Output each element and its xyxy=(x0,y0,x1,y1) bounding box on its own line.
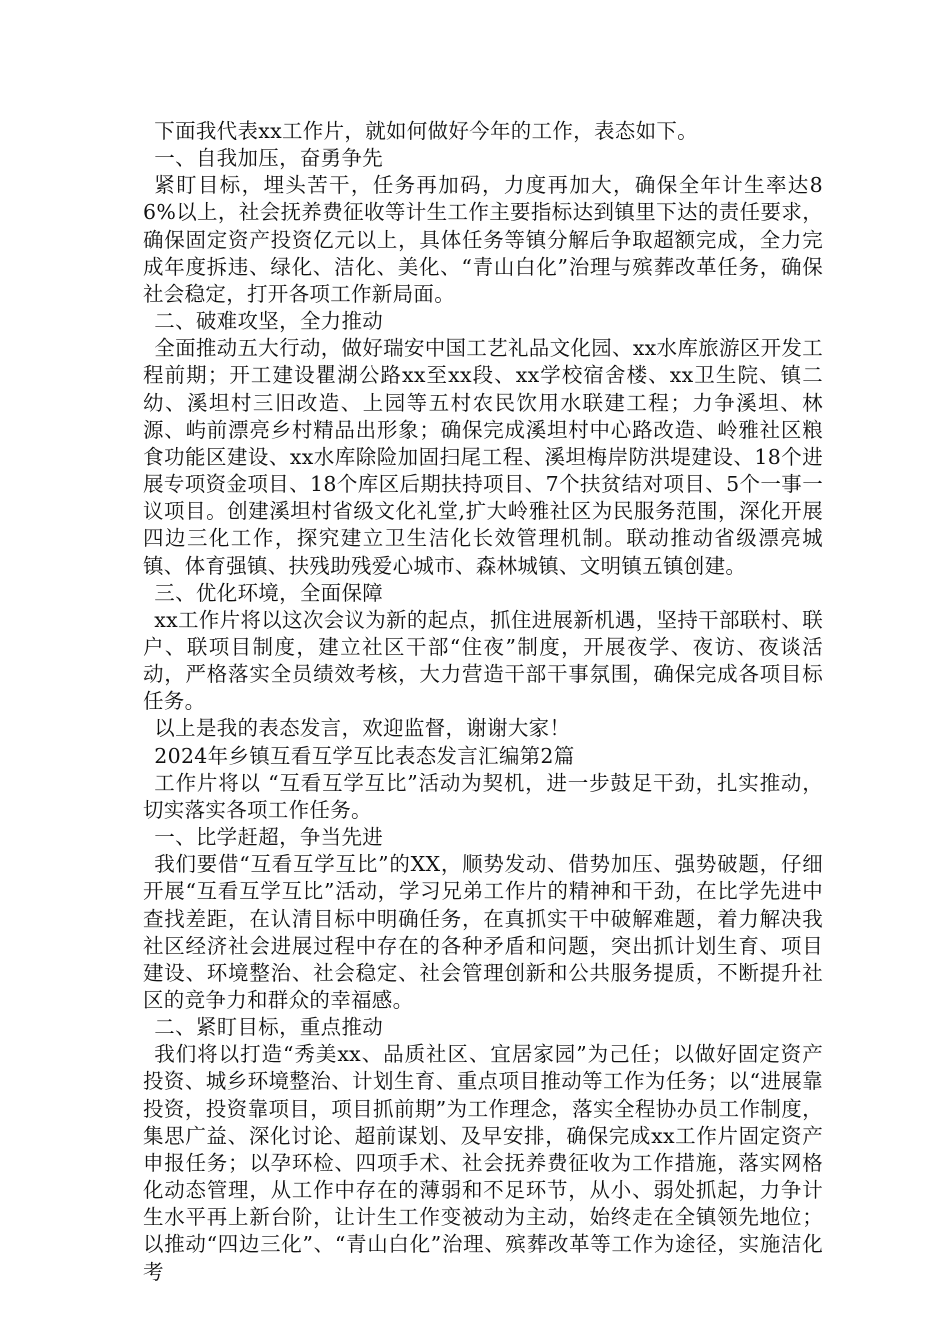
section-heading-3: 三、优化环境，全面保障 xyxy=(154,580,384,605)
section-heading-1: 一、比学赶超，争当先进 xyxy=(154,825,384,850)
closing-paragraph: 以上是我的表态发言，欢迎监督，谢谢大家！ xyxy=(154,716,571,741)
section-heading-2: 二、紧盯目标，重点推动 xyxy=(154,1015,384,1040)
body-paragraph: 工作片将以 “互看互学互比”活动为契机，进一步鼓足干劲，扎实推动，切实落实各项工作任务。 xyxy=(143,770,823,822)
body-paragraph: 我们将以打造“秀美xx、品质社区、宜居家园”为己任；以做好固定资产投资、城乡环境整治、计划生育、重点项目推动等工作为任务；以“进展靠投资，投资靠项目，项目抓前期”为工作理念，落实全程协办员工作制度，集思广益、深化讨论、超前谋划、及早安排，确保完成xx工作片固定资产申报任务；以孕环检、四项手术、社会抚养费征收为工作措施，落实网格化动态管理，从工作中存在的薄弱和不足环节，从小、弱处抓起，力争计生水平再上新台阶，让计生工作变被动为主动，始终走在全镇领先地位；以推动“四边三化”、“青山白化”治理、殡葬改革等工作为途径，实施洁化考 xyxy=(143,1042,823,1284)
body-paragraph: 紧盯目标，埋头苦干，任务再加码，力度再加大，确保全年计生率达86%以上，社会抚养费征收等计生工作主要指标达到镇里下达的责任要求，确保固定资产投资亿元以上，具体任务等镇分解后争取超额完成，全力完成年度拆违、绿化、洁化、美化、“青山白化”治理与殡葬改革任务，确保社会稳定，打开各项工作新局面。 xyxy=(143,173,823,306)
section-heading-2: 二、破难攻坚，全力推动 xyxy=(154,309,384,334)
article-title: 2024年乡镇互看互学互比表态发言汇编第2篇 xyxy=(154,743,575,768)
section-heading-1: 一、自我加压，奋勇争先 xyxy=(154,146,384,171)
body-paragraph: xx工作片将以这次会议为新的起点，抓住进展新机遇，坚持干部联村、联户、联项目制度，建立社区干部“住夜”制度，开展夜学、夜访、夜谈活动，严格落实全员绩效考核，大力营造干部干事氛围，确保完成各项目标任务。 xyxy=(143,607,823,714)
document-page xyxy=(143,118,823,1286)
body-paragraph: 全面推动五大行动，做好瑞安中国工艺礼品文化园、xx水库旅游区开发工程前期；开工建设瞿湖公路xx至xx段、xx学校宿舍楼、xx卫生院、镇二幼、溪坦村三旧改造、上园等五村农民饮用水联建工程；力争溪坦、林源、屿前漂亮乡村精品出形象；确保完成溪坦村中心路改造、岭雅社区粮食功能区建设、xx水库除险加固扫尾工程、溪坦梅岸防洪堤建设、18个进展专项资金项目、18个库区后期扶持项目、7个扶贫结对项目、5个一事一议项目。创建溪坦村省级文化礼堂,扩大岭雅社区为民服务范围，深化开展四边三化工作，探究建立卫生洁化长效管理机制。联动推动省级漂亮城镇、体育强镇、扶残助残爱心城市、森林城镇、文明镇五镇创建。 xyxy=(143,336,823,578)
body-paragraph: 我们要借“互看互学互比”的XX，顺势发动、借势加压、强势破题，仔细开展“互看互学互比”活动，学习兄弟工作片的精神和干劲，在比学先进中查找差距，在认清目标中明确任务，在真抓实干中破解难题，着力解决我社区经济社会进展过程中存在的各种矛盾和问题，突出抓计划生育、项目建设、环境整治、社会稳定、社会管理创新和公共服务提质，不断提升社区的竞争力和群众的幸福感。 xyxy=(143,852,823,1012)
intro-paragraph: 下面我代表xx工作片，就如何做好今年的工作，表态如下。 xyxy=(154,119,698,143)
